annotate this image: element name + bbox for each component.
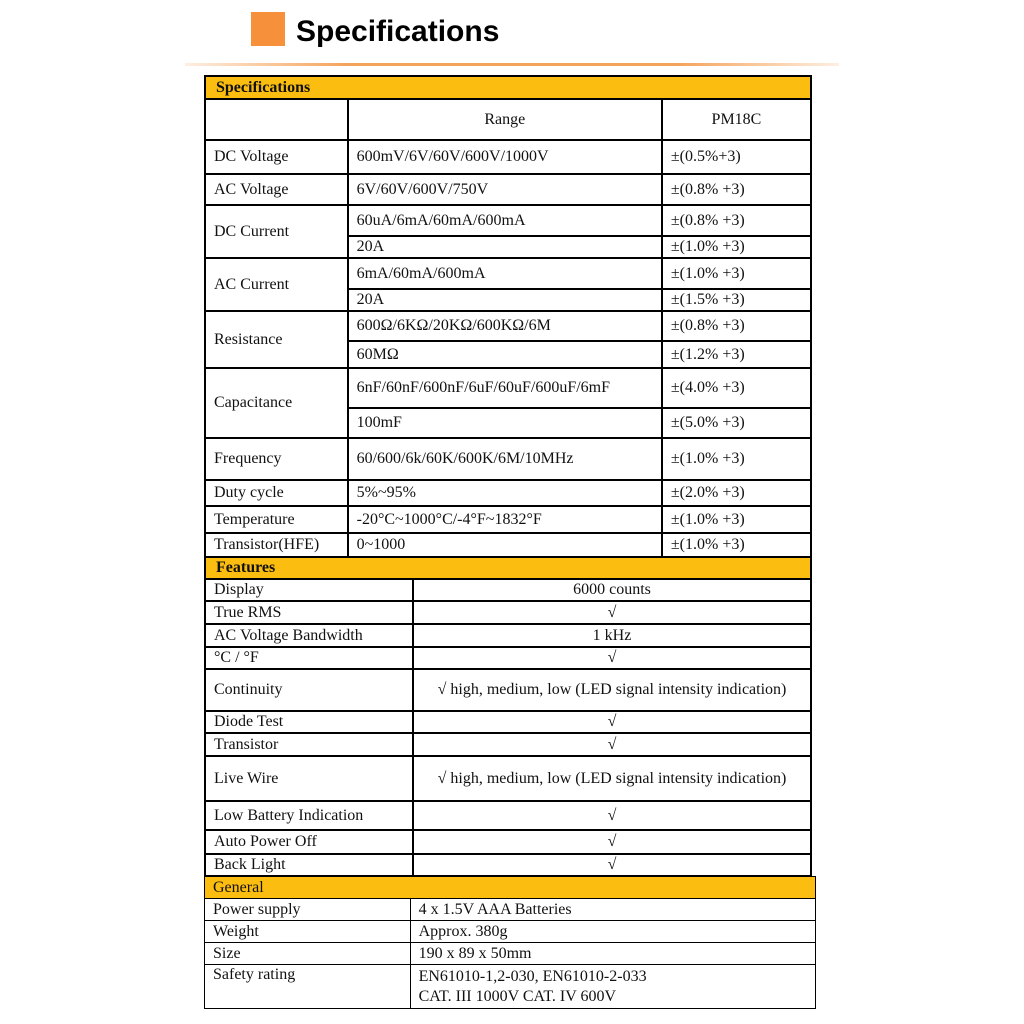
general-section-title: General — [205, 877, 816, 899]
feature-value: √ high, medium, low (LED signal intensity indication) — [413, 669, 811, 711]
accuracy-cell: ±(1.0% +3) — [662, 533, 811, 557]
table-row — [205, 174, 811, 205]
general-value: 190 x 89 x 50mm — [410, 943, 815, 965]
range-cell: 5%~95% — [348, 480, 662, 506]
table-row — [205, 711, 811, 733]
row-label: DC Voltage — [205, 140, 348, 174]
accuracy-cell: ±(1.2% +3) — [662, 341, 811, 368]
table-row — [205, 921, 816, 943]
table-row — [205, 830, 811, 854]
feature-value: √ — [413, 647, 811, 669]
accuracy-cell: ±(1.5% +3) — [662, 289, 811, 311]
table-row — [205, 601, 811, 624]
page-title: Specifications — [296, 15, 500, 48]
general-value — [410, 965, 815, 1009]
row-label: Resistance — [205, 311, 348, 368]
range-cell: 0~1000 — [348, 533, 662, 557]
feature-label: Continuity — [205, 669, 413, 711]
row-label: AC Current — [205, 258, 348, 311]
general-value: Approx. 380g — [410, 921, 815, 943]
feature-label: Display — [205, 579, 413, 601]
feature-value: √ high, medium, low (LED signal intensity indication) — [413, 756, 811, 801]
table-row — [205, 965, 816, 1009]
accuracy-cell: ±(1.0% +3) — [662, 438, 811, 480]
range-cell: 600mV/6V/60V/600V/1000V — [348, 140, 662, 174]
accuracy-cell: ±(0.8% +3) — [662, 205, 811, 236]
features-section-header — [205, 557, 811, 579]
row-label: DC Current — [205, 205, 348, 258]
features-section-title: Features — [205, 557, 811, 579]
feature-value: 1 kHz — [413, 624, 811, 647]
table-row — [205, 647, 811, 669]
table-row — [205, 854, 811, 876]
accuracy-cell: ±(4.0% +3) — [662, 368, 811, 408]
accuracy-cell: ±(2.0% +3) — [662, 480, 811, 506]
table-row — [205, 943, 816, 965]
safety-line-2: CAT. III 1000V CAT. IV 600V — [418, 987, 617, 1005]
feature-label: Auto Power Off — [205, 830, 413, 854]
general-table — [204, 876, 816, 1009]
range-cell: 20A — [348, 289, 662, 311]
accuracy-cell: ±(0.8% +3) — [662, 174, 811, 205]
range-cell: 60MΩ — [348, 341, 662, 368]
table-row — [205, 438, 811, 480]
range-cell: 100mF — [348, 408, 662, 438]
empty-header-cell — [205, 99, 348, 140]
accuracy-cell: ±(1.0% +3) — [662, 258, 811, 289]
accuracy-cell: ±(0.8% +3) — [662, 311, 811, 341]
feature-label: °C / °F — [205, 647, 413, 669]
general-label: Size — [205, 943, 411, 965]
general-label: Power supply — [205, 899, 411, 921]
table-row — [205, 669, 811, 711]
spec-section-title: Specifications — [205, 76, 811, 99]
safety-line-1: EN61010-1,2-030, EN61010-2-033 — [418, 967, 647, 985]
feature-label: AC Voltage Bandwidth — [205, 624, 413, 647]
header-square-icon — [251, 12, 285, 46]
feature-label: Low Battery Indication — [205, 801, 413, 830]
header-divider — [185, 63, 839, 66]
feature-value: √ — [413, 601, 811, 624]
feature-value: √ — [413, 733, 811, 756]
feature-value: √ — [413, 711, 811, 733]
col-range-header: Range — [348, 99, 662, 140]
table-row — [205, 624, 811, 647]
feature-label: Diode Test — [205, 711, 413, 733]
accuracy-cell: ±(1.0% +3) — [662, 236, 811, 258]
table-row — [205, 801, 811, 830]
range-cell: 6V/60V/600V/750V — [348, 174, 662, 205]
range-cell: -20°C~1000°C/-4°F~1832°F — [348, 506, 662, 533]
row-label: Temperature — [205, 506, 348, 533]
row-label: Duty cycle — [205, 480, 348, 506]
table-row — [205, 756, 811, 801]
specifications-table — [204, 75, 812, 558]
features-table — [204, 556, 812, 877]
row-label: AC Voltage — [205, 174, 348, 205]
table-row — [205, 899, 816, 921]
accuracy-cell: ±(1.0% +3) — [662, 506, 811, 533]
feature-label: True RMS — [205, 601, 413, 624]
range-cell: 60/600/6k/60K/600K/6M/10MHz — [348, 438, 662, 480]
table-row — [205, 258, 811, 289]
feature-label: Back Light — [205, 854, 413, 876]
accuracy-cell: ±(0.5%+3) — [662, 140, 811, 174]
row-label: Capacitance — [205, 368, 348, 438]
feature-value: √ — [413, 854, 811, 876]
table-row — [205, 140, 811, 174]
accuracy-cell: ±(5.0% +3) — [662, 408, 811, 438]
general-label: Safety rating — [205, 965, 411, 1009]
table-row — [205, 579, 811, 601]
table-row — [205, 311, 811, 341]
spec-section-header — [205, 76, 811, 99]
table-row — [205, 368, 811, 408]
range-cell: 6mA/60mA/600mA — [348, 258, 662, 289]
row-label: Transistor(HFE) — [205, 533, 348, 557]
general-label: Weight — [205, 921, 411, 943]
feature-value: √ — [413, 801, 811, 830]
table-row — [205, 533, 811, 557]
row-label: Frequency — [205, 438, 348, 480]
feature-value: √ — [413, 830, 811, 854]
spec-column-header-row — [205, 99, 811, 140]
feature-label: Transistor — [205, 733, 413, 756]
table-row — [205, 205, 811, 236]
table-row — [205, 733, 811, 756]
range-cell: 6nF/60nF/600nF/6uF/60uF/600uF/6mF — [348, 368, 662, 408]
table-row — [205, 480, 811, 506]
range-cell: 60uA/6mA/60mA/600mA — [348, 205, 662, 236]
range-cell: 600Ω/6KΩ/20KΩ/600KΩ/6M — [348, 311, 662, 341]
general-section-header — [205, 877, 816, 899]
range-cell: 20A — [348, 236, 662, 258]
general-value: 4 x 1.5V AAA Batteries — [410, 899, 815, 921]
col-model-header: PM18C — [662, 99, 811, 140]
feature-label: Live Wire — [205, 756, 413, 801]
feature-value: 6000 counts — [413, 579, 811, 601]
table-row — [205, 506, 811, 533]
